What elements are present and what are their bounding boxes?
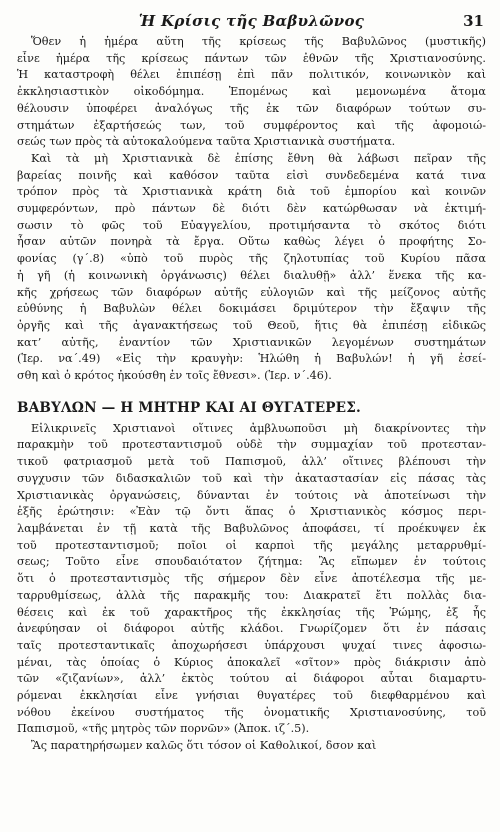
text-line: τρόπον πρὸς τὰ Χριστιανικὰ κράτη διὰ τοῦ ἐμπορίου καὶ κοινῶν <box>17 185 486 199</box>
text-line: Ἂς παρατηρήσωμεν καλῶς ὅτι τόσον οἱ Καθολικοί, δσον καὶ <box>31 739 377 753</box>
text-line: ὀργῆς καὶ τῆς ἀγανακτήσεως τοῦ Θεοῦ, ἥτις θὰ ἐπιπέσῃ εἰδικῶς <box>17 318 486 332</box>
text-line: Χριστιανικὰς ὀργανώσεις, δύνανται ἐν τούτοις νὰ ἀποτείνωσι τὴν <box>17 488 486 502</box>
text-line: σεως; Τοῦτο εἶνε σπουδαιότατον ζήτημα: Ἂς εἴπωμεν ἐν τούτοις <box>17 555 486 569</box>
text-line: συγχυσιν τῶν διδασκαλιῶν τοῦ καὶ τὴν ἀκαταστασίαν εἰς πάσας τὰς <box>17 471 486 485</box>
text-line: σεώς των πρὸς τὰ αὐτοκαλούμενα ταῦτα Χριστιανικὰ συστήματα. <box>17 135 396 149</box>
text-line: νόθου ἐκείνου συστήματος τῆς ὀνοματικῆς Χριστιανοσύνης, τοῦ <box>17 705 486 719</box>
text-line: Παπισμοῦ, «τῆς μητρὸς τῶν πορνῶν» (Ἀποκ. ιζ΄.5). <box>17 722 310 736</box>
text-line: ὅτι ὁ προτεσταντισμὸς τῆς σήμερον δὲν εἶνε ἀποτέλεσμα τῆς με- <box>17 572 486 586</box>
text-line: Καὶ τὰ μὴ Χριστιανικὰ δὲ ἐπίσης ἔθνη θὰ λάβωσι πεῖραν τῆς <box>31 151 486 165</box>
text-line: μέναι, τὰς ὁποίας ὁ Κύριος ἀποκαλεῖ «σῖτον» πρὸς διάκρισιν ἀπὸ <box>17 655 486 669</box>
text-line: παρακμὴν τοῦ προτεσταντισμοῦ οὐδὲ τὴν συμμαχίαν τοῦ προτεσταν- <box>17 438 486 452</box>
text-line: ἐκκλησιαστικὸν οἰκοδόμημα. Ἑπομένως καὶ μεμονωμένα ἄτομα <box>17 85 486 99</box>
text-line: σθη καὶ ὁ κρότος ἠκούσθη ἐν τοῖς ἔθνεσι». (Ἱερ. ν΄.46). <box>17 369 332 383</box>
text-line: ἦσαν αὐτῶν πονηρὰ τὰ ἔργα. Οὕτω καθὼς λέγει ὁ προφήτης Σο- <box>17 235 486 249</box>
running-header <box>17 8 486 34</box>
text-line: κῆς χρήσεως τῶν διαφόρων αὐτῆς εὐλογιῶν καὶ τῆς μείζονος αὐτῆς <box>17 285 486 299</box>
text-line: στημάτων ἐξαρτήσεώς των, τοῦ συμφέροντος καὶ τῆς ἀφομοιώ- <box>17 118 486 132</box>
text-line: φονίας (γ΄.8) «ὑπὸ τοῦ πυρὸς τῆς ζηλοτυπίας τοῦ Κυρίου πᾶσα <box>17 252 486 266</box>
text-line: εἶνε ἡμέρα τῆς κρίσεως πάντων τῶν ἐθνῶν τῆς Χριστιανοσύνης. <box>17 51 486 65</box>
text-line: θέλουσιν ὑποφέρει ἀναλόγως τῆς ἐκ τῶν διαφόρων τούτων συ- <box>17 101 486 115</box>
section-heading: ΒΑΒΥΛΩΝ — Η ΜΗΤΗΡ ΚΑΙ ΑΙ ΘΥΓΑΤΕΡΕΣ. <box>17 399 361 416</box>
text-line: ἡ γῆ (ἡ κοινωνικὴ ὀργάνωσις) θέλει διαλυθῇ» ἀλλ’ ἕνεκα τῆς κα- <box>17 268 486 282</box>
text-line: ρόμεναι ἐκκλησίαι εἶνε γνήσιαι θυγατέρες τοῦ διεφθαρμένου καὶ <box>17 689 486 703</box>
running-title: Ἡ Κρίσις τῆς Βαβυλῶνος <box>138 12 365 30</box>
paragraph-1 <box>17 34 486 151</box>
text-line: βαρείας ποινῆς καὶ καθόσον ταῦτα εἰσὶ συνδεδεμένα κατά τινα <box>17 168 486 182</box>
text-line: ταρρυθμίσεως, ἀλλὰ τῆς παρακμῆς του: Διακρατεῖ ἔτι πολλὰς δια- <box>17 588 486 602</box>
text-line: εὐθύνης ἡ Βαβυλὼν θέλει δοκιμάσει δριμύτερον τὴν ἔξαψιν τῆς <box>17 302 486 316</box>
text-line: Ἡ καταστροφὴ θέλει ἐπιπέσῃ ἐπὶ πᾶν πολιτικόν, κοινωνικὸν καὶ <box>17 68 486 82</box>
text-line: λαμβάνεται ἐν τῇ κατὰ τῆς Βαβυλῶνος ἀποφάσει, τί προέκυψεν ἐκ <box>17 521 486 535</box>
text-line: σωσιν τὸ φῶς τοῦ Εὐαγγελίου, προτιμήσαντα τὸ σκότος διότι <box>17 218 486 232</box>
text-line: συμφερόντων, πρὸ πάντων δὲ διότι δὲν κατώρθωσαν νὰ ἐκτιμή- <box>17 202 486 216</box>
text-line: ταῖς προτεσταντικαῖς ἀποχωρήσεσι ὑπάρχουσι ψυχαί τινες ἀφοσιω- <box>17 638 486 652</box>
text-line: θέσεις καὶ ἐκ τοῦ χαρακτῆρος τῆς ἐκκλησίας τῆς Ῥώμης, ἐξ ἧς <box>17 605 486 619</box>
text-line: ἑξῆς ἐρώτησιν: «Ἐὰν τῷ ὄντι ἅπας ὁ Χριστιανικὸς κόσμος περι- <box>17 505 486 519</box>
text-line: Ὅθεν ἡ ἡμέρα αὕτη τῆς κρίσεως τῆς Βαβυλῶνος (μυστικῆς) <box>31 35 486 48</box>
text-line: τικοῦ φατριασμοῦ μετὰ τοῦ Παπισμοῦ, ἀλλ’ οἵτινες βλέπουσι τὴν <box>17 455 486 469</box>
text-line: τοῦ προτεσταντισμοῦ; ποῖοι οἱ καρποὶ τῆς μεγάλης μεταρρυθμί- <box>17 538 486 552</box>
paragraph-2 <box>17 151 486 385</box>
page-number: 31 <box>463 12 484 30</box>
text-line: (Ἱερ. να΄.49) «Εἰς τὴν κραυγὴν: Ἡλώθη ἡ Βαβυλών! ἡ γῆ ἐσεί- <box>17 352 486 366</box>
text-line: ἀνεφύησαν οἱ διάφοροι αὐτῆς κλάδοι. Γνωρίζομεν ὅτι ἐν πάσαις <box>17 622 486 636</box>
text-line: τῶν «ζιζανίων», ἀλλ’ ἐκτὸς τούτου αἱ διάφοροι αὗται διαμαρτυ- <box>17 672 486 686</box>
paragraph-4 <box>17 738 486 755</box>
paragraph-3 <box>17 421 486 738</box>
text-line: Εἰλικρινεῖς Χριστιανοὶ οἵτινες ἀμβλυωποῦσι μὴ διακρίνοντες τὴν <box>31 421 486 435</box>
section-spacer <box>17 385 486 397</box>
text-line: κατ’ αὐτῆς, ἐναντίον τῶν Χριστιανικῶν λεγομένων συστημάτων <box>17 335 486 349</box>
